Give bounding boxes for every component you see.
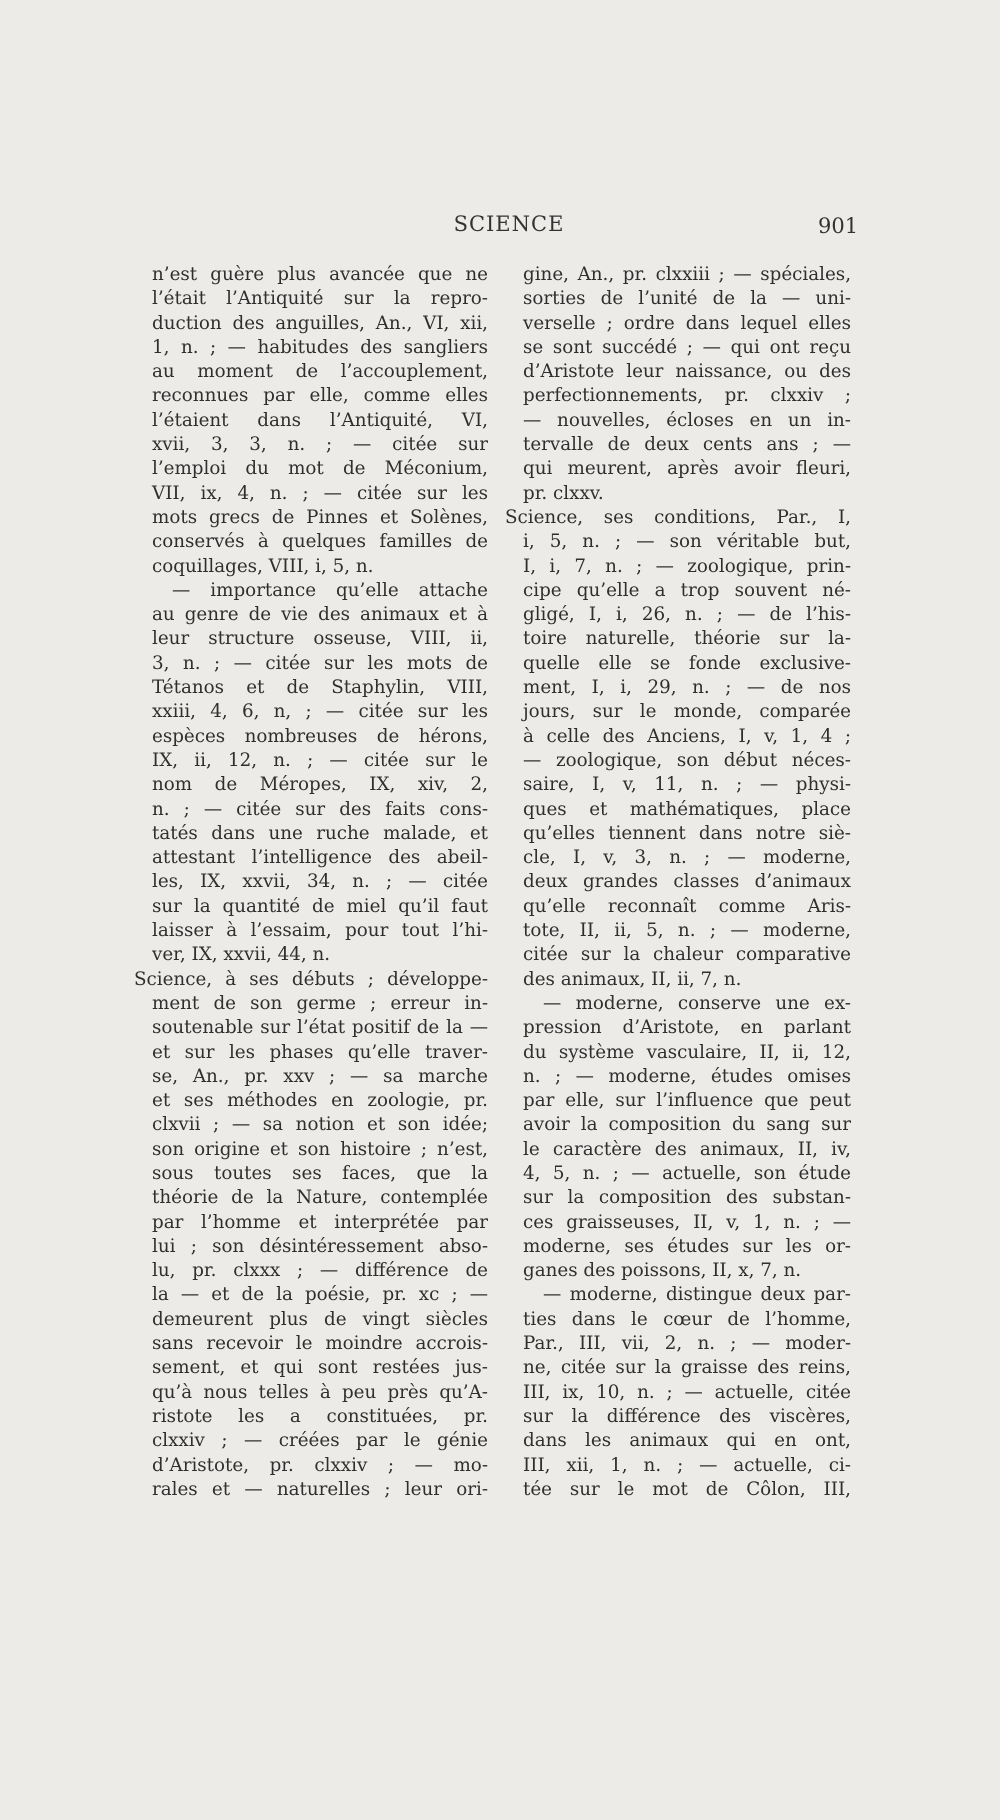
right-column (505, 263, 851, 1502)
text-line: sement, et qui sont restées jus- (152, 1357, 488, 1379)
text-line: perfectionnements, pr. clxxiv ; (523, 385, 851, 407)
text-line: 3, n. ; — citée sur les mots de (152, 652, 488, 674)
text-line: i, 5, n. ; — son véritable but, (523, 531, 851, 553)
text-line: gligé, I, i, 26, n. ; — de l’his- (523, 604, 851, 626)
text-line: demeurent plus de vingt siècles (152, 1308, 488, 1330)
text-line: mots grecs de Pinnes et Solènes, (152, 506, 488, 528)
text-line: sur la composition des substan- (523, 1187, 851, 1209)
text-line: la — et de la poésie, pr. xc ; — (152, 1284, 488, 1306)
text-line: verselle ; ordre dans lequel elles (523, 312, 851, 334)
text-line: III, ix, 10, n. ; — actuelle, citée (523, 1381, 851, 1403)
text-line: avoir la composition du sang sur (523, 1114, 851, 1136)
text-line: lu, pr. clxxx ; — différence de (152, 1260, 488, 1282)
text-line: nom de Méropes, IX, xiv, 2, (152, 774, 488, 796)
text-line: théorie de la Nature, contemplée (152, 1187, 488, 1209)
text-line: laisser à l’essaim, pour tout l’hi- (152, 920, 488, 942)
text-line: jours, sur le monde, comparée (523, 701, 851, 723)
text-line: sous toutes ses faces, que la (152, 1162, 488, 1184)
text-line: toire naturelle, théorie sur la- (523, 628, 851, 650)
text-line: Tétanos et de Staphylin, VIII, (152, 677, 488, 699)
text-line: saire, I, v, 11, n. ; — physi- (523, 774, 851, 796)
text-line: Science, ses conditions, Par., I, (505, 506, 851, 528)
text-line: les, IX, xxvii, 34, n. ; — citée (152, 871, 488, 893)
text-line: ment, I, i, 29, n. ; — de nos (523, 677, 851, 699)
text-line: xvii, 3, 3, n. ; — citée sur (152, 434, 488, 456)
text-line: tée sur le mot de Côlon, III, (523, 1478, 851, 1500)
text-line: n. ; — moderne, études omises (523, 1065, 851, 1087)
text-line: ganes des poissons, II, x, 7, n. (523, 1260, 802, 1282)
text-line: xxiii, 4, 6, n, ; — citée sur les (152, 701, 488, 723)
text-line: sorties de l’unité de la — uni- (523, 288, 851, 310)
page-number: 901 (818, 214, 859, 238)
text-line: ces graisseuses, II, v, 1, n. ; — (523, 1211, 851, 1233)
text-line: — nouvelles, écloses en un in- (523, 409, 851, 431)
text-line: espèces nombreuses de hérons, (152, 725, 488, 747)
text-line: tatés dans une ruche malade, et (152, 822, 488, 844)
text-line: coquillages, VIII, i, 5, n. (152, 555, 374, 577)
text-line: l’emploi du mot de Méconium, (152, 458, 488, 480)
text-line: IX, ii, 12, n. ; — citée sur le (152, 749, 488, 771)
text-line: ment de son germe ; erreur in- (152, 992, 488, 1014)
text-line: clxxiv ; — créées par le génie (152, 1430, 488, 1452)
text-line: — moderne, conserve une ex- (543, 992, 851, 1014)
text-line: le caractère des animaux, II, iv, (523, 1138, 851, 1160)
text-line: n. ; — citée sur des faits cons- (152, 798, 488, 820)
text-line: des animaux, II, ii, 7, n. (523, 968, 742, 990)
text-line: Par., III, vii, 2, n. ; — moder- (523, 1333, 851, 1355)
text-line: reconnues par elle, comme elles (152, 385, 488, 407)
text-line: ver, IX, xxvii, 44, n. (152, 944, 331, 966)
text-line: tervalle de deux cents ans ; — (523, 434, 851, 456)
text-line: — moderne, distingue deux par- (543, 1284, 851, 1306)
text-line: III, xii, 1, n. ; — actuelle, ci- (523, 1454, 851, 1476)
text-line: clxvii ; — sa notion et son idée; (152, 1114, 488, 1136)
text-line: 1, n. ; — habitudes des sangliers (152, 336, 488, 358)
text-line: lui ; son désintéressement abso- (152, 1235, 488, 1257)
left-column (134, 263, 488, 1502)
text-line: d’Aristote, pr. clxxiv ; — mo- (152, 1454, 488, 1476)
text-line: n’est guère plus avancée que ne (152, 264, 488, 285)
text-line: ques et mathématiques, place (523, 798, 851, 820)
text-line: qui meurent, après avoir fleuri, (523, 458, 851, 480)
text-line: pression d’Aristote, en parlant (523, 1017, 851, 1039)
text-line: 4, 5, n. ; — actuelle, son étude (523, 1162, 851, 1184)
text-line: cle, I, v, 3, n. ; — moderne, (523, 847, 851, 869)
text-line: dans les animaux qui en ont, (523, 1430, 851, 1452)
text-line: I, i, 7, n. ; — zoologique, prin- (523, 555, 851, 577)
text-line: qu’elle reconnaît comme Aris- (523, 895, 851, 917)
text-line: par elle, sur l’influence que peut (523, 1090, 851, 1112)
text-line: se sont succédé ; — qui ont reçu (523, 336, 851, 358)
text-line: et ses méthodes en zoologie, pr. (152, 1090, 488, 1112)
text-line: VII, ix, 4, n. ; — citée sur les (152, 482, 488, 504)
text-line: deux grandes classes d’animaux (523, 871, 851, 893)
text-line: son origine et son histoire ; n’est, (152, 1138, 488, 1160)
text-line: gine, An., pr. clxxiii ; — spéciales, (523, 264, 851, 285)
text-line: d’Aristote leur naissance, ou des (523, 361, 851, 383)
text-line: se, An., pr. xxv ; — sa marche (152, 1065, 488, 1087)
text-line: rales et — naturelles ; leur ori- (152, 1478, 488, 1500)
text-line: duction des anguilles, An., VI, xii, (152, 312, 488, 334)
text-line: à celle des Anciens, I, v, 1, 4 ; (523, 725, 851, 747)
text-line: qu’à nous telles à peu près qu’A- (152, 1381, 488, 1403)
text-line: citée sur la chaleur comparative (523, 944, 851, 966)
text-line: pr. clxxv. (523, 482, 604, 504)
text-line: au genre de vie des animaux et à (152, 604, 488, 626)
running-head: SCIENCE (453, 212, 565, 236)
text-line: ties dans le cœur de l’homme, (523, 1308, 851, 1330)
text-line: quelle elle se fonde exclusive- (523, 652, 851, 674)
text-line: tote, II, ii, 5, n. ; — moderne, (523, 920, 851, 942)
text-line: l’étaient dans l’Antiquité, VI, (152, 409, 488, 431)
text-line: et sur les phases qu’elle traver- (152, 1041, 488, 1063)
text-line: moderne, ses études sur les or- (523, 1235, 851, 1257)
text-line: par l’homme et interprétée par (152, 1211, 488, 1233)
text-line: — zoologique, son début néces- (523, 749, 851, 771)
text-line: conservés à quelques familles de (152, 531, 488, 553)
text-line: cipe qu’elle a trop souvent né- (523, 579, 851, 601)
text-line: sur la différence des viscères, (523, 1405, 851, 1427)
text-line: qu’elles tiennent dans notre siè- (523, 822, 851, 844)
text-line: leur structure osseuse, VIII, ii, (152, 628, 488, 650)
text-line: attestant l’intelligence des abeil- (152, 847, 488, 869)
text-line: l’était l’Antiquité sur la repro- (152, 288, 488, 310)
text-line: ristote les a constituées, pr. (152, 1405, 488, 1427)
text-line: Science, à ses débuts ; développe- (134, 968, 488, 990)
text-line: ne, citée sur la graisse des reins, (523, 1357, 851, 1379)
text-line: soutenable sur l’état positif de la — (152, 1017, 488, 1039)
text-line: au moment de l’accouplement, (152, 361, 488, 383)
text-line: sur la quantité de miel qu’il faut (152, 895, 488, 917)
text-line: — importance qu’elle attache (172, 579, 488, 601)
text-line: sans recevoir le moindre accrois- (152, 1333, 488, 1355)
text-line: du système vasculaire, II, ii, 12, (523, 1041, 851, 1063)
